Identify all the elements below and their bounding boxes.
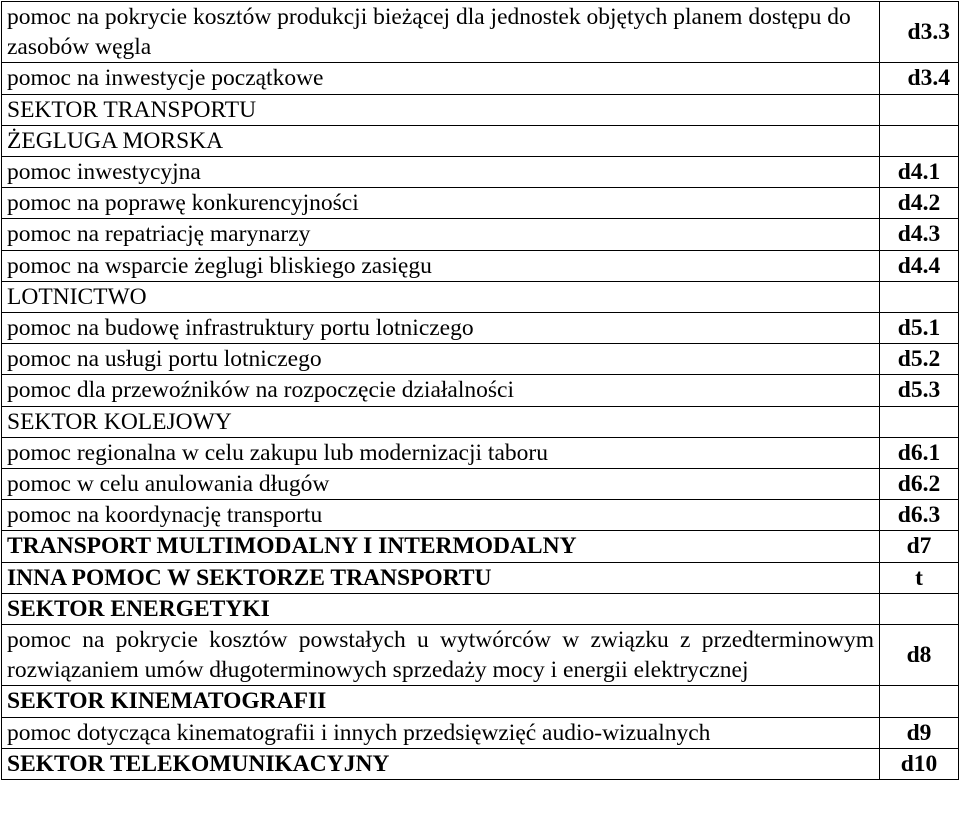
table-row — [2, 281, 959, 312]
table-row — [2, 188, 959, 219]
row-description: SEKTOR TELEKOMUNIKACYJNY — [2, 748, 880, 779]
row-description: pomoc na budowę infrastruktury portu lotniczego — [2, 313, 880, 344]
row-code: d7 — [880, 531, 959, 562]
row-code: t — [880, 562, 959, 593]
row-code: d6.3 — [880, 500, 959, 531]
table-row — [2, 219, 959, 250]
table-body — [2, 2, 959, 780]
row-description: ŻEGLUGA MORSKA — [2, 125, 880, 156]
table-row — [2, 157, 959, 188]
row-code: d5.3 — [880, 375, 959, 406]
row-description: TRANSPORT MULTIMODALNY I INTERMODALNY — [2, 531, 880, 562]
table-row — [2, 562, 959, 593]
row-description: SEKTOR ENERGETYKI — [2, 593, 880, 624]
row-code: d5.2 — [880, 344, 959, 375]
row-description: pomoc na repatriację marynarzy — [2, 219, 880, 250]
table-row — [2, 63, 959, 94]
row-description: pomoc w celu anulowania długów — [2, 469, 880, 500]
row-code: d4.4 — [880, 250, 959, 281]
row-code — [880, 406, 959, 437]
row-code — [880, 125, 959, 156]
table-row — [2, 469, 959, 500]
table-row — [2, 437, 959, 468]
row-description: pomoc regionalna w celu zakupu lub modernizacji taboru — [2, 437, 880, 468]
table-row — [2, 748, 959, 779]
row-description: pomoc na pokrycie kosztów produkcji bieżącej dla jednostek objętych planem dostępu do zasobów węgla — [2, 2, 880, 63]
row-code — [880, 593, 959, 624]
row-code — [880, 686, 959, 717]
row-description: pomoc na usługi portu lotniczego — [2, 344, 880, 375]
row-description: LOTNICTWO — [2, 281, 880, 312]
table-row — [2, 500, 959, 531]
table-row — [2, 717, 959, 748]
row-code — [880, 94, 959, 125]
table-row — [2, 313, 959, 344]
table-row — [2, 686, 959, 717]
row-code: d4.2 — [880, 188, 959, 219]
row-description: pomoc na poprawę konkurencyjności — [2, 188, 880, 219]
table-row — [2, 375, 959, 406]
row-description: pomoc na inwestycje początkowe — [2, 63, 880, 94]
table-row — [2, 344, 959, 375]
row-code: d3.4 — [880, 63, 959, 94]
row-code: d4.1 — [880, 157, 959, 188]
table-row — [2, 125, 959, 156]
table-row — [2, 593, 959, 624]
row-description: pomoc inwestycyjna — [2, 157, 880, 188]
row-description: INNA POMOC W SEKTORZE TRANSPORTU — [2, 562, 880, 593]
row-description: pomoc na koordynację transportu — [2, 500, 880, 531]
row-code: d9 — [880, 717, 959, 748]
row-description: SEKTOR KINEMATOGRAFII — [2, 686, 880, 717]
aid-category-table — [1, 1, 959, 780]
table-row — [2, 625, 959, 686]
row-code — [880, 281, 959, 312]
row-description: SEKTOR TRANSPORTU — [2, 94, 880, 125]
row-description: pomoc dotycząca kinematografii i innych przedsięwzięć audio-wizualnych — [2, 717, 880, 748]
row-code: d8 — [880, 625, 959, 686]
table-row — [2, 250, 959, 281]
row-code: d4.3 — [880, 219, 959, 250]
row-description: SEKTOR KOLEJOWY — [2, 406, 880, 437]
row-code: d6.1 — [880, 437, 959, 468]
table-row — [2, 2, 959, 63]
table-row — [2, 406, 959, 437]
row-description: pomoc dla przewoźników na rozpoczęcie działalności — [2, 375, 880, 406]
row-description: pomoc na wsparcie żeglugi bliskiego zasięgu — [2, 250, 880, 281]
row-code: d3.3 — [880, 2, 959, 63]
table-row — [2, 531, 959, 562]
row-description: pomoc na pokrycie kosztów powstałych u wytwórców w związku z przedterminowym rozwiązaniem umów długoterminowych sprzedaży mocy i energii elektrycznej — [2, 625, 880, 686]
row-code: d10 — [880, 748, 959, 779]
table-row — [2, 94, 959, 125]
row-code: d5.1 — [880, 313, 959, 344]
row-code: d6.2 — [880, 469, 959, 500]
